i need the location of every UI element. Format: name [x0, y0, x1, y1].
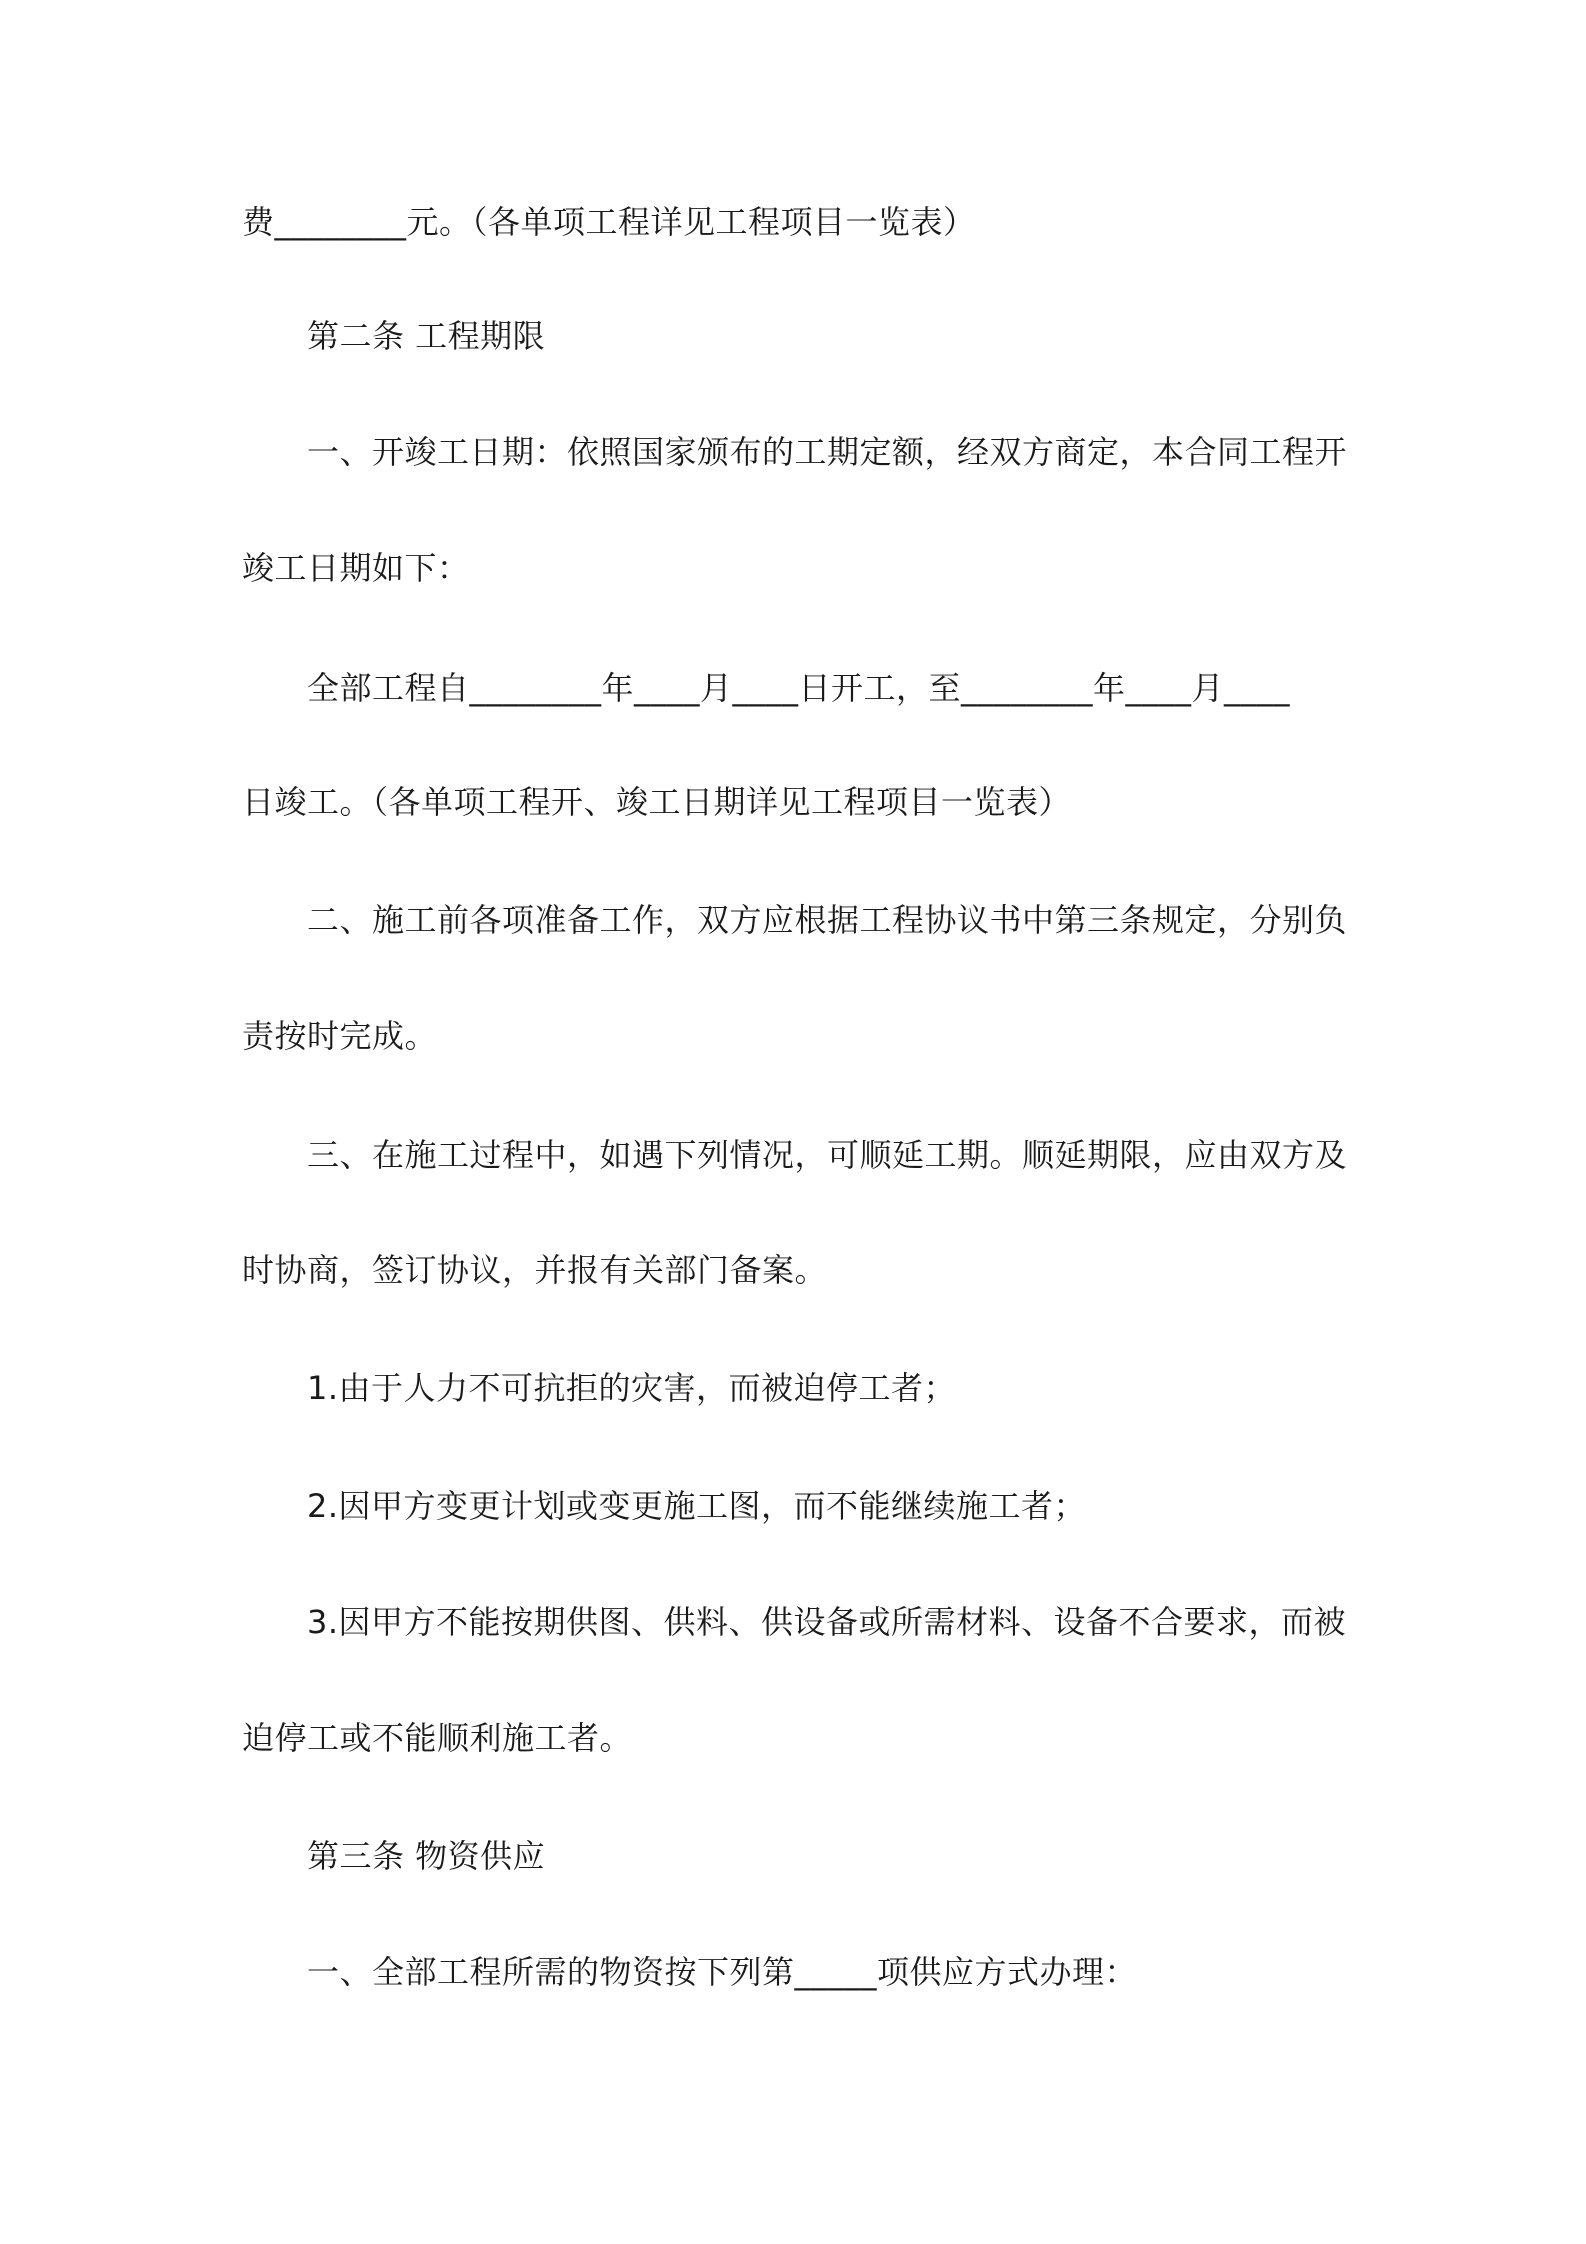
item-3-line-2: 时协商，签订协议，并报有关部门备案。: [242, 1251, 828, 1289]
article-3-heading: 第三条 物资供应: [307, 1837, 546, 1875]
item-3-line-1: 三、在施工过程中，如遇下列情况，可顺延工期。顺延期限，应由双方及: [307, 1136, 1348, 1174]
schedule-line-1: 全部工程自________年____月____日开工，至________年____月____: [307, 669, 1291, 707]
sub-item-3-line-2: 迫停工或不能顺利施工者。: [242, 1719, 633, 1757]
sub-item-3-line-1: 3.因甲方不能按期供图、供料、供设备或所需材料、设备不合要求，而被: [307, 1603, 1347, 1641]
schedule-line-2: 日竣工。（各单项工程开、竣工日期详见工程项目一览表）: [242, 783, 1072, 821]
article-2-heading: 第二条 工程期限: [307, 317, 546, 355]
item-1-line-2: 竣工日期如下：: [242, 549, 470, 587]
supply-item-1: 一、全部工程所需的物资按下列第_____项供应方式办理：: [307, 1953, 1138, 1991]
sub-item-1: 1.由于人力不可抗拒的灾害，而被迫停工者；: [307, 1369, 957, 1407]
item-1-line-1: 一、开竣工日期：依照国家颁布的工期定额，经双方商定，本合同工程开: [307, 433, 1348, 471]
item-2-line-1: 二、施工前各项准备工作，双方应根据工程协议书中第三条规定，分别负: [307, 901, 1348, 939]
sub-item-2: 2.因甲方变更计划或变更施工图，而不能继续施工者；: [307, 1487, 1087, 1525]
item-2-line-2: 责按时完成。: [242, 1017, 438, 1055]
clause-1-fee-line: 费________元。（各单项工程详见工程项目一览表）: [242, 203, 976, 241]
